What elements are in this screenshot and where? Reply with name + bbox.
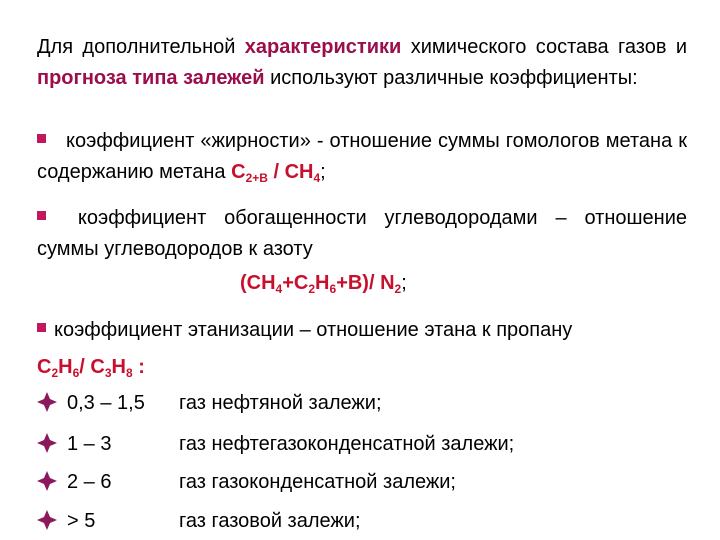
gas-type: газ газовой залежи;	[179, 510, 361, 532]
intro-part-4: прогноза типа залежей	[37, 67, 265, 89]
formula-fatness: $C_{2+B} / CH_4$	[231, 161, 321, 185]
square-bullet-icon	[37, 211, 46, 220]
list-item-gas-condensate	[37, 467, 456, 498]
list-item-oil-gas-condensate	[37, 429, 514, 460]
bullet-enrichment-text	[37, 203, 687, 265]
bullet-jirnost	[37, 126, 687, 188]
range-value: 0,3 – 1,5	[67, 392, 145, 414]
diamond-bullet-icon	[37, 510, 57, 530]
range-value: 1 – 3	[67, 433, 112, 455]
diamond-bullet-icon	[37, 392, 57, 412]
formula-enrichment-line: $(CH_4+C_2H_6+B)/$ $N_2$;	[240, 272, 407, 296]
bullet-ethanization	[37, 315, 687, 383]
range-value: > 5	[67, 510, 96, 532]
intro-part-5: используют различные коэффициенты:	[270, 67, 638, 89]
gas-type: газ нефтегазоконденсатной залежи;	[179, 433, 515, 455]
list-item-gas	[37, 506, 361, 537]
bullet-enrichment	[37, 203, 687, 265]
gas-type: газ газоконденсатной залежи;	[179, 471, 456, 493]
square-bullet-icon	[37, 323, 46, 332]
square-bullet-icon	[37, 134, 46, 143]
bullet-jirnost-text: коэффициент «жирности» - отношение суммы гомологов метана к содержанию метана $C_{2+B} / CH_4$;	[37, 130, 687, 185]
gas-type: газ нефтяной залежи;	[179, 392, 382, 414]
intro-part-3: химического состава газов и	[410, 36, 688, 58]
formula-ethanization-line	[37, 352, 687, 383]
intro-part-2: характеристики	[244, 36, 402, 58]
formula-enrichment: $(CH_4+C_2H_6+B)/$ $N_2$	[240, 272, 402, 296]
intro-block	[37, 32, 687, 94]
range-value: 2 – 6	[67, 471, 112, 493]
bullet-ethanization-text	[37, 315, 687, 346]
intro-part-1: Для дополнительной	[37, 36, 236, 58]
formula-ethanization: $C_2H_6/$ $C_3H_8$ :	[37, 356, 145, 380]
diamond-bullet-icon	[37, 471, 57, 491]
list-item-oil	[37, 388, 382, 419]
bullet-1-text: коэффициент «жирности» - отношение суммы гомологов метана к содержанию метана	[37, 130, 687, 183]
intro-flow	[37, 32, 687, 94]
diamond-bullet-icon	[37, 433, 57, 453]
bullet-3-text: коэффициент этанизации – отношение этана к пропану	[54, 319, 573, 341]
bullet-2-text: коэффициент обогащенности углеводородами – отношение суммы углеводородов к азоту	[37, 207, 687, 260]
